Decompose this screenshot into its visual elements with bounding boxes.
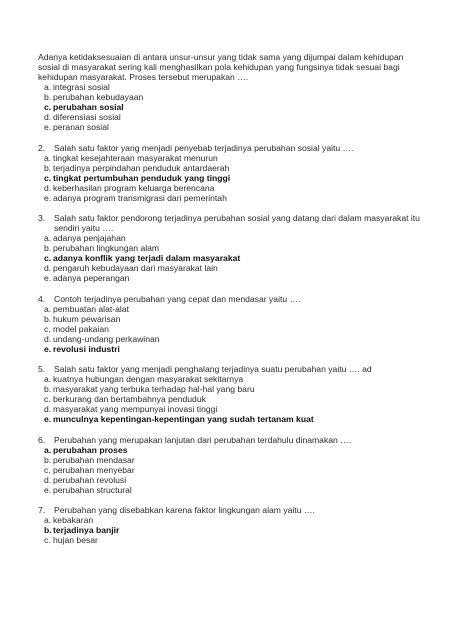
option-c: c. hujan besar (44, 535, 98, 545)
option-e-answer: e. munculnya kepentingan-kepentingan yang sudah tertanam kuat (44, 414, 314, 424)
question-text: 4. Contoh terjadinya perubahan yang cepat dan mendasar yaitu …. (38, 293, 301, 304)
option-e: e. perubahan structural (44, 484, 132, 495)
option-b-answer: b. terjadinya banjir (44, 525, 120, 535)
option-b: b. perubahan kebudayaan (44, 92, 144, 102)
question-6 (0, 435, 453, 495)
question-text: 6. Perubahan yang merupakan lanjutan dari perubahan terdahulu dinamakan …. (38, 434, 352, 445)
option-a: a. kebakaran (44, 515, 94, 525)
question-7 (0, 505, 453, 545)
question-text: 7. Perubahan yang disebabkan karena faktor lingkungan alam yaitu …. (38, 505, 315, 515)
option-a: a. integrasi sosial (44, 82, 110, 92)
question-text (0, 52, 453, 82)
option-c: c. model pakaian (44, 323, 109, 334)
option-c-answer: c. tingkat pertumbuhan penduduk yang tinggi (44, 172, 231, 183)
question-text: 2. Salah satu faktor yang menjadi penyebab terjadinya perubahan sosial yaitu …. (38, 142, 354, 153)
option-d: d. diferensiasi sosial (44, 112, 121, 122)
question-4 (0, 294, 453, 354)
option-a-answer: a. perubahan proses (44, 444, 128, 455)
option-d: d. masyarakat yang mempunyai inovasi tinggi (44, 404, 218, 414)
option-b: b. perubahan lingkungan alam (44, 243, 160, 253)
question-2 (0, 143, 453, 203)
question-text: 3. Salah satu faktor pendorong terjadinya perubahan sosial yang datang dari dalam masyarakat itu sendiri yaitu …. (38, 213, 420, 233)
option-d: d. undang-undang perkawinan (44, 333, 160, 344)
question-text: 5. Salah satu faktor yang menjadi penghalang terjadinya suatu perubahan yaitu …. ad (38, 364, 372, 374)
option-d: d. pengaruh kebudayaan dari masyarakat lain (44, 263, 218, 273)
question-text-content: Adanya ketidaksesuaian di antara unsur-unsur yang tidak sama yang dijumpai dalam kehidupan sosial di masyarakat sering kali menghasilkan pola kehidupan yang fungsinya tidak sesuai bagi kehidupan masyarakat. Proses tersebut merupakan …. (38, 52, 404, 82)
option-b: b. hukum pewarisan (44, 313, 121, 324)
question-5 (0, 364, 453, 424)
option-a: a. tingkat kesejahteraan masyarakat menurun (44, 152, 218, 163)
question-3 (0, 213, 453, 283)
option-e: e. adanya program transmigrasi dari pemerintah (44, 192, 227, 203)
option-e: e. peranan sosial (44, 122, 109, 132)
option-d: d. keberhasilan program keluarga berencana (44, 182, 215, 193)
option-c: c. perubahan menyebar (44, 464, 135, 475)
option-c-answer: c. perubahan sosial (44, 102, 124, 112)
option-c: c. berkurang dan bertambahnya penduduk (44, 394, 206, 404)
option-b: b. terjadinya perpindahan penduduk antardaerah (44, 162, 230, 173)
option-d: d. perubahan revolusi (44, 474, 127, 485)
option-a: a. pembuatan alat-alat (44, 303, 129, 314)
question-1 (0, 52, 453, 132)
option-b: b. masyarakat yang terbuka terhadap hal-hal yang baru (44, 384, 255, 394)
option-a: a. adanya penjajahan (44, 233, 126, 243)
option-e-answer: e. revolusi industri (44, 343, 120, 354)
option-e: e. adanya peperangan (44, 273, 130, 283)
option-b: b. perubahan mendasar (44, 454, 135, 465)
option-c-answer: c. adanya konflik yang terjadi dalam masyarakat (44, 253, 241, 263)
quiz-document (0, 52, 453, 556)
option-a: a. kuatnya hubungan dengan masyarakat sekitarnya (44, 374, 244, 384)
